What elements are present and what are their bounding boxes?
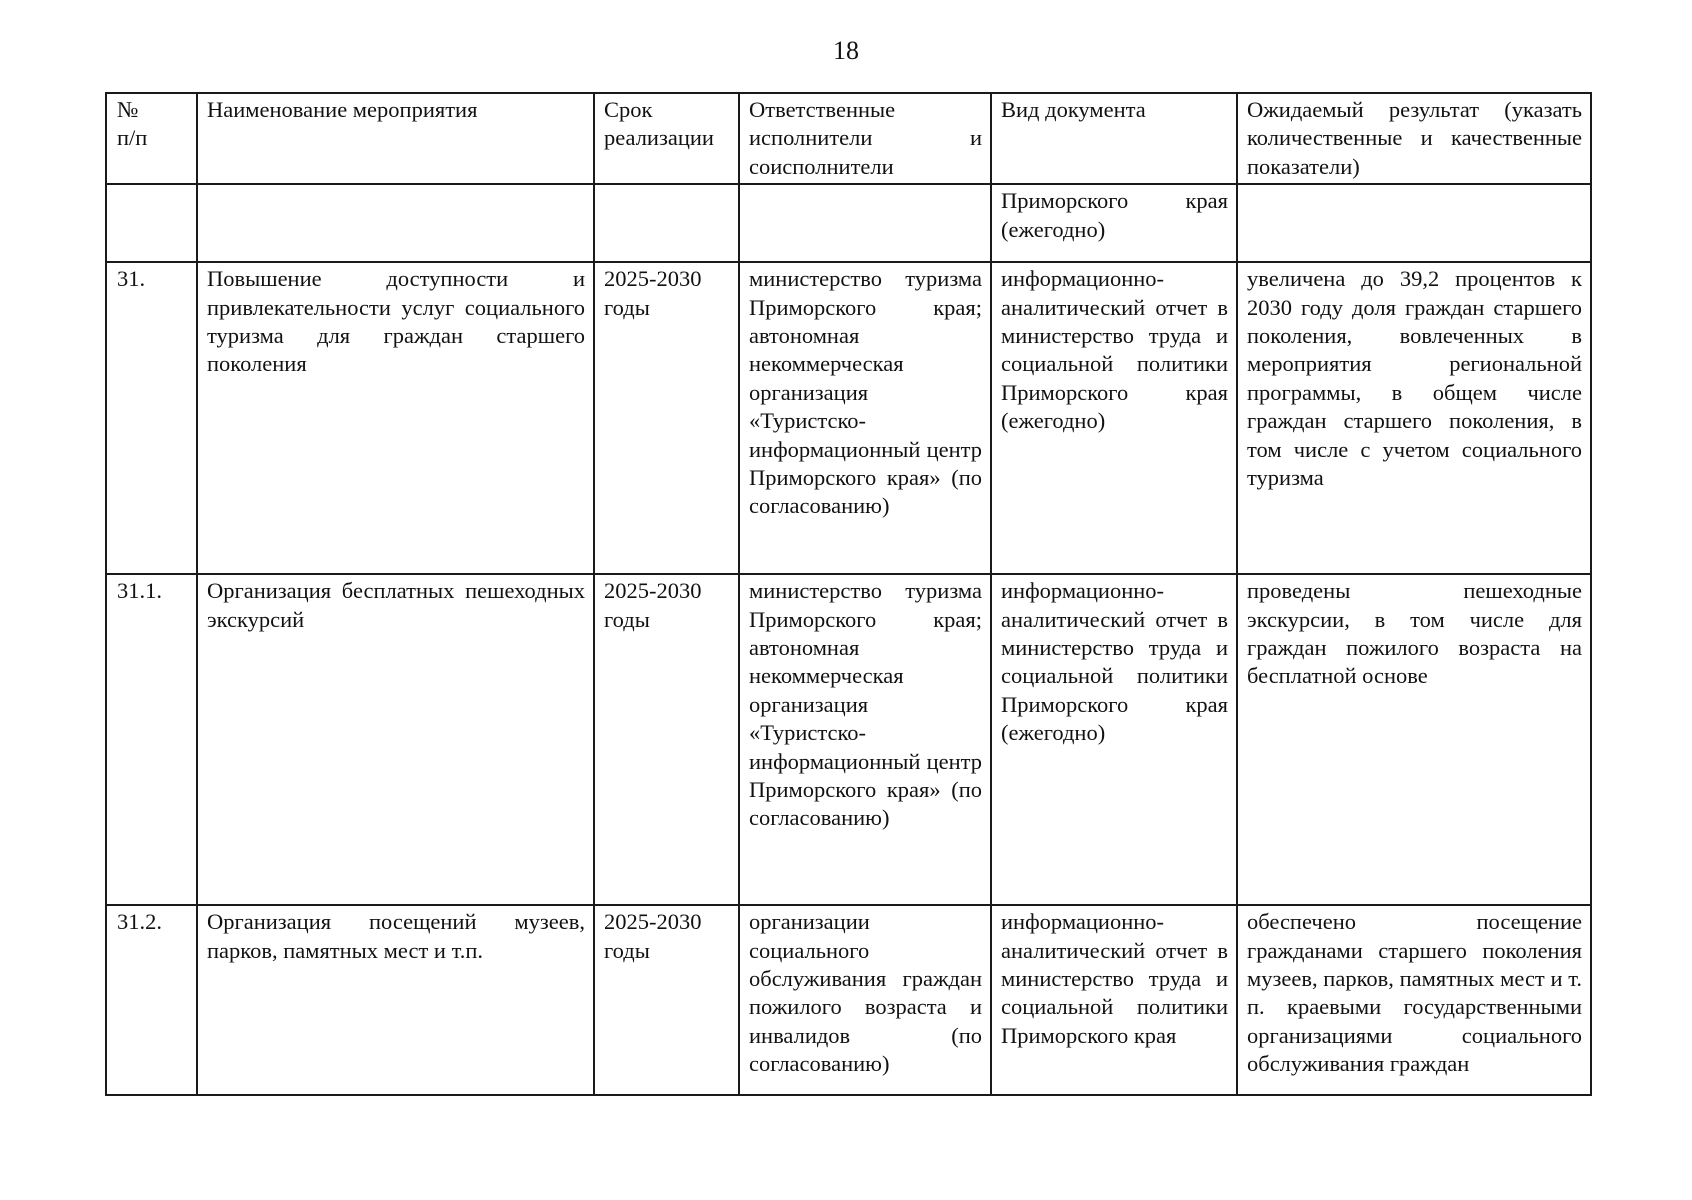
cell-number — [106, 574, 197, 905]
cell-doc-type — [991, 905, 1237, 1095]
row-number: 31. — [117, 266, 146, 292]
cell-name — [197, 574, 594, 905]
cell-result — [1237, 905, 1591, 1095]
header-name-cell — [197, 93, 594, 184]
header-result-cell — [1237, 93, 1591, 184]
implementation-term: 2025-2030 годы — [604, 266, 702, 320]
cell-number — [106, 184, 197, 262]
cell-term — [594, 184, 739, 262]
cell-doc-type — [991, 184, 1237, 262]
table-row-31-2 — [106, 905, 1591, 1095]
page-number: 18 — [833, 36, 859, 65]
cell-result — [1237, 574, 1591, 905]
row-number: 31.1. — [117, 578, 162, 604]
row-number: 31.2. — [117, 909, 162, 935]
measure-name: Повышение доступности и привлекательности услуг социального туризма для граждан старшего поколения — [207, 266, 585, 377]
header-doc-type: Вид документа — [1001, 97, 1146, 122]
header-term-cell — [594, 93, 739, 184]
document-type: информационно-аналитический отчет в министерство труда и социальной политики Приморского края — [1001, 909, 1228, 1048]
header-name: Наименование мероприятия — [207, 97, 478, 122]
measure-name: Организация посещений музеев, парков, памятных мест и т.п. — [207, 909, 585, 963]
header-term: Срок реализации — [604, 97, 714, 151]
expected-result: обеспечено посещение гражданами старшего поколения музеев, парков, памятных мест и т. п. краевыми государственными организациями социального обслуживания граждан — [1247, 909, 1582, 1077]
cell-term — [594, 574, 739, 905]
responsible-executors: организации социального обслуживания граждан пожилого возраста и инвалидов (по согласованию) — [749, 909, 982, 1077]
cell-executors — [739, 184, 991, 262]
cell-number — [106, 905, 197, 1095]
cell-number — [106, 262, 197, 574]
cell-doc-type — [991, 574, 1237, 905]
cell-name — [197, 262, 594, 574]
table-row-31-1 — [106, 574, 1591, 905]
cell-name — [197, 184, 594, 262]
header-executors-cell — [739, 93, 991, 184]
header-executors: Ответственные исполнители и соисполнители — [749, 97, 982, 179]
header-number-cell — [106, 93, 197, 184]
table-row-31 — [106, 262, 1591, 574]
cell-result — [1237, 262, 1591, 574]
header-result: Ожидаемый результат (указать количественные и качественные показатели) — [1247, 97, 1582, 179]
responsible-executors: министерство туризма Приморского края; автономная некоммерческая организация «Туристско-информационный центр Приморского края» (по согласованию) — [749, 578, 982, 831]
cell-name — [197, 905, 594, 1095]
cell-result — [1237, 184, 1591, 262]
measure-name: Организация бесплатных пешеходных экскурсий — [207, 578, 585, 632]
table-row-continuation — [106, 184, 1591, 262]
implementation-term: 2025-2030 годы — [604, 578, 702, 632]
expected-result: проведены пешеходные экскурсии, в том числе для граждан пожилого возраста на бесплатной основе — [1247, 578, 1582, 689]
cell-term — [594, 262, 739, 574]
header-doc-type-cell — [991, 93, 1237, 184]
document-type: информационно-аналитический отчет в министерство труда и социальной политики Приморского края (ежегодно) — [1001, 266, 1228, 434]
responsible-executors: министерство туризма Приморского края; автономная некоммерческая организация «Туристско-информационный центр Приморского края» (по согласованию) — [749, 266, 982, 519]
continuation-doc-type: Приморского края (ежегодно) — [1001, 188, 1228, 242]
cell-doc-type — [991, 262, 1237, 574]
cell-executors — [739, 905, 991, 1095]
table-header-row — [106, 93, 1591, 184]
expected-result: увеличена до 39,2 процентов к 2030 году доля граждан старшего поколения, вовлеченных в мероприятия региональной программы, в общем числе граждан старшего поколения, в том числе с учетом социального туризма — [1247, 266, 1582, 491]
cell-executors — [739, 574, 991, 905]
header-number: № п/п — [117, 97, 148, 151]
document-type: информационно-аналитический отчет в министерство труда и социальной политики Приморского края (ежегодно) — [1001, 578, 1228, 746]
cell-executors — [739, 262, 991, 574]
measures-table — [105, 92, 1592, 1096]
cell-term — [594, 905, 739, 1095]
implementation-term: 2025-2030 годы — [604, 909, 702, 963]
